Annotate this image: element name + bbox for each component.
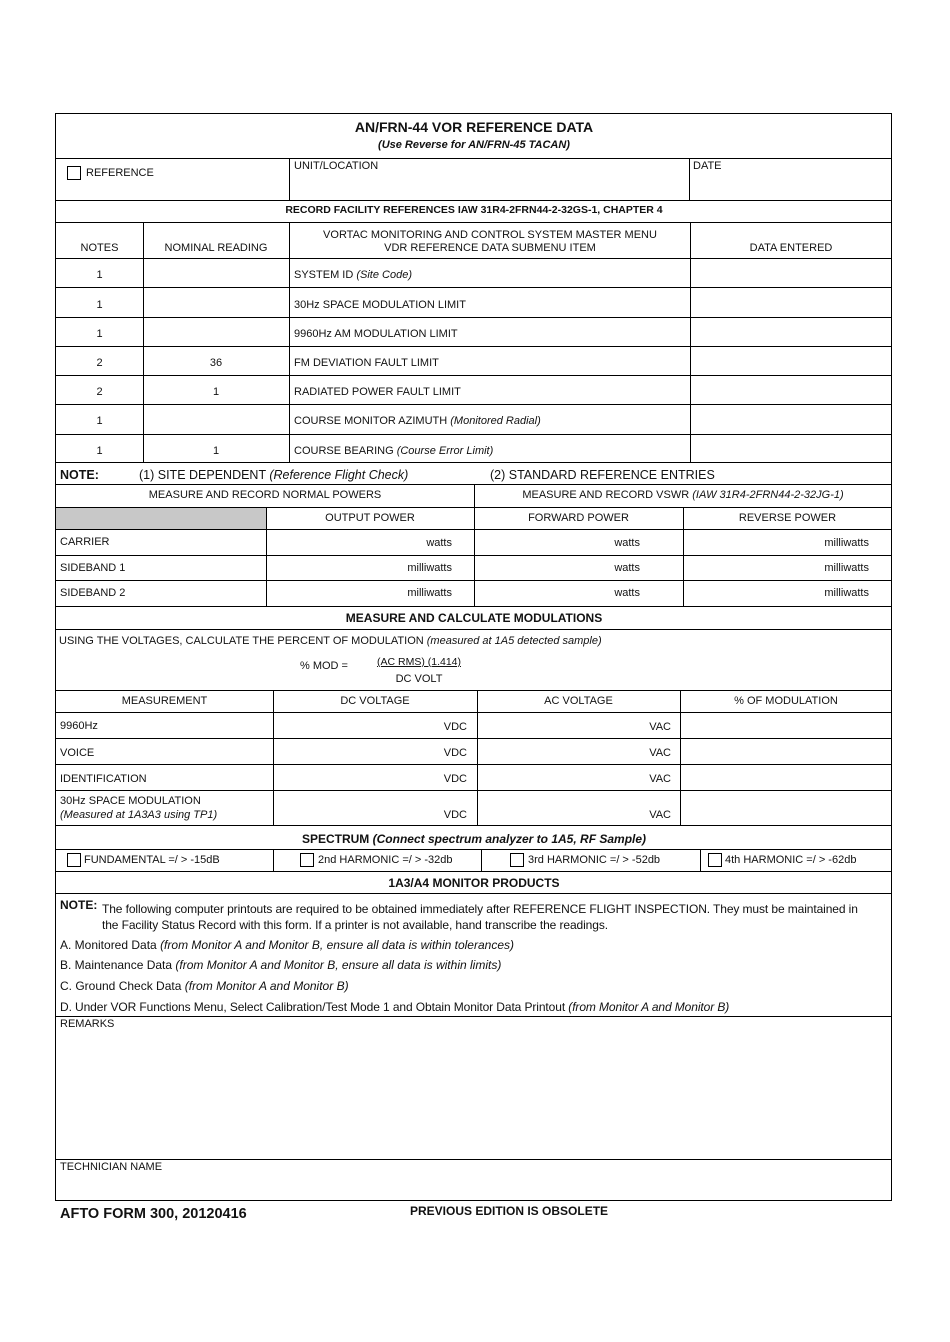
note-standard-entries: (2) STANDARD REFERENCE ENTRIES [490,468,715,482]
output-power-field[interactable] [267,530,397,554]
monitor-item: A. Monitored Data (from Monitor A and Monitor B, ensure all data is within tolerances) [60,938,514,952]
col-forward-power: FORWARD POWER [528,512,629,524]
col-measurement: MEASUREMENT [121,695,208,707]
formula-denominator: DC VOLT [395,673,443,685]
col-reverse-power: REVERSE POWER [738,512,837,524]
col-notes-header: NOTES [80,242,119,254]
record-references: RECORD FACILITY REFERENCES IAW 31R4-2FRN44-2-32GS-1, CHAPTER 4 [285,204,663,216]
modulation-instruction: USING THE VOLTAGES, CALCULATE THE PERCENT OF MODULATION (measured at 1A5 detected sample) [59,635,602,647]
reverse-power-field[interactable] [684,530,814,554]
modulation-title: MEASURE AND CALCULATE MODULATIONS [345,611,603,625]
data-entered-field[interactable] [691,259,891,286]
4th-harmonic-label: 4th HARMONIC =/ > -62db [725,854,857,866]
3rd-harmonic-label: 3rd HARMONIC =/ > -52db [528,854,661,866]
col-menu-header-line2: VDR REFERENCE DATA SUBMENU ITEM [384,242,596,254]
obsolete-notice: PREVIOUS EDITION IS OBSOLETE [410,1204,609,1218]
formula-numerator: (AC RMS) (1.414) [376,656,461,668]
col-output-power: OUTPUT POWER [325,512,415,524]
output-power-field[interactable] [267,556,397,580]
col-menu-header-line1: VORTAC MONITORING AND CONTROL SYSTEM MASTER MENU [323,229,657,241]
output-power-field[interactable] [267,581,397,605]
note-label: NOTE: [60,468,99,482]
4th-harmonic-checkbox[interactable] [708,853,722,867]
monitor-item: C. Ground Check Data (from Monitor A and Monitor B) [60,979,349,993]
form-title: AN/FRN-44 VOR REFERENCE DATA [354,119,594,135]
date-label: DATE [693,160,722,172]
monitor-item: B. Maintenance Data (from Monitor A and Monitor B, ensure all data is within limits) [60,958,502,972]
monitor-note-line2: the Facility Status Record with this form. If a printer is not available, hand transcribe the readings. [102,918,608,932]
forward-power-field[interactable] [475,581,605,605]
pct-modulation-field[interactable] [681,713,891,737]
formula-lhs: % MOD = [300,660,348,672]
forward-power-field[interactable] [475,556,605,580]
ac-voltage-field[interactable] [478,791,638,824]
unit-location-field[interactable] [290,174,689,199]
dc-voltage-field[interactable] [274,791,434,824]
pct-modulation-field[interactable] [681,791,891,824]
col-ac-voltage: AC VOLTAGE [544,695,613,707]
ac-voltage-field[interactable] [478,713,638,737]
note-site-dependent: (1) SITE DEPENDENT (Reference Flight Check) [139,468,409,482]
pct-modulation-field[interactable] [681,765,891,789]
fundamental-label: FUNDAMENTAL =/ > -15dB [84,854,220,866]
spectrum-title: SPECTRUM (Connect spectrum analyzer to 1A5, RF Sample) [301,832,647,846]
monitor-note-label: NOTE: [60,898,98,912]
unit-location-label: UNIT/LOCATION [294,160,379,172]
normal-powers-header: MEASURE AND RECORD NORMAL POWERS [148,489,382,501]
data-entered-field[interactable] [691,318,891,345]
shaded-cell [56,508,266,529]
vswr-header: MEASURE AND RECORD VSWR (IAW 31R4-2FRN44-2-32JG-1) [522,489,844,501]
data-entered-field[interactable] [691,288,891,316]
monitor-products-title: 1A3/A4 MONITOR PRODUCTS [388,876,560,890]
3rd-harmonic-checkbox[interactable] [510,853,524,867]
reverse-power-field[interactable] [684,581,814,605]
col-nominal-header: NOMINAL READING [164,242,268,254]
form-id: AFTO FORM 300, 20120416 [60,1206,247,1222]
form-subtitle: (Use Reverse for AN/FRN-45 TACAN) [378,139,570,151]
col-dc-voltage: DC VOLTAGE [340,695,410,707]
technician-name-field[interactable] [57,1175,891,1199]
reference-label: REFERENCE [86,167,154,179]
fundamental-checkbox[interactable] [67,853,81,867]
dc-voltage-field[interactable] [274,713,434,737]
forward-power-field[interactable] [475,530,605,554]
2nd-harmonic-checkbox[interactable] [300,853,314,867]
date-field[interactable] [690,174,890,199]
data-entered-field[interactable] [691,435,891,462]
data-entered-field[interactable] [691,376,891,403]
col-pct-modulation: % OF MODULATION [734,695,838,707]
data-entered-field[interactable] [691,405,891,433]
remarks-field[interactable] [57,1032,891,1158]
2nd-harmonic-label: 2nd HARMONIC =/ > -32db [318,854,453,866]
ac-voltage-field[interactable] [478,739,638,763]
remarks-label: REMARKS [60,1018,115,1030]
dc-voltage-field[interactable] [274,765,434,789]
reference-checkbox[interactable] [67,166,81,180]
technician-name-label: TECHNICIAN NAME [60,1161,163,1173]
monitor-note-line1: The following computer printouts are required to be obtained immediately after REFERENCE FLIGHT INSPECTION. They must be maintained in [102,902,858,916]
reverse-power-field[interactable] [684,556,814,580]
ac-voltage-field[interactable] [478,765,638,789]
monitor-item: D. Under VOR Functions Menu, Select Calibration/Test Mode 1 and Obtain Monitor Data Printout (from Monitor A and Monitor B) [60,1000,730,1014]
dc-voltage-field[interactable] [274,739,434,763]
col-data-entered-header: DATA ENTERED [749,242,833,254]
pct-modulation-field[interactable] [681,739,891,763]
data-entered-field[interactable] [691,347,891,374]
